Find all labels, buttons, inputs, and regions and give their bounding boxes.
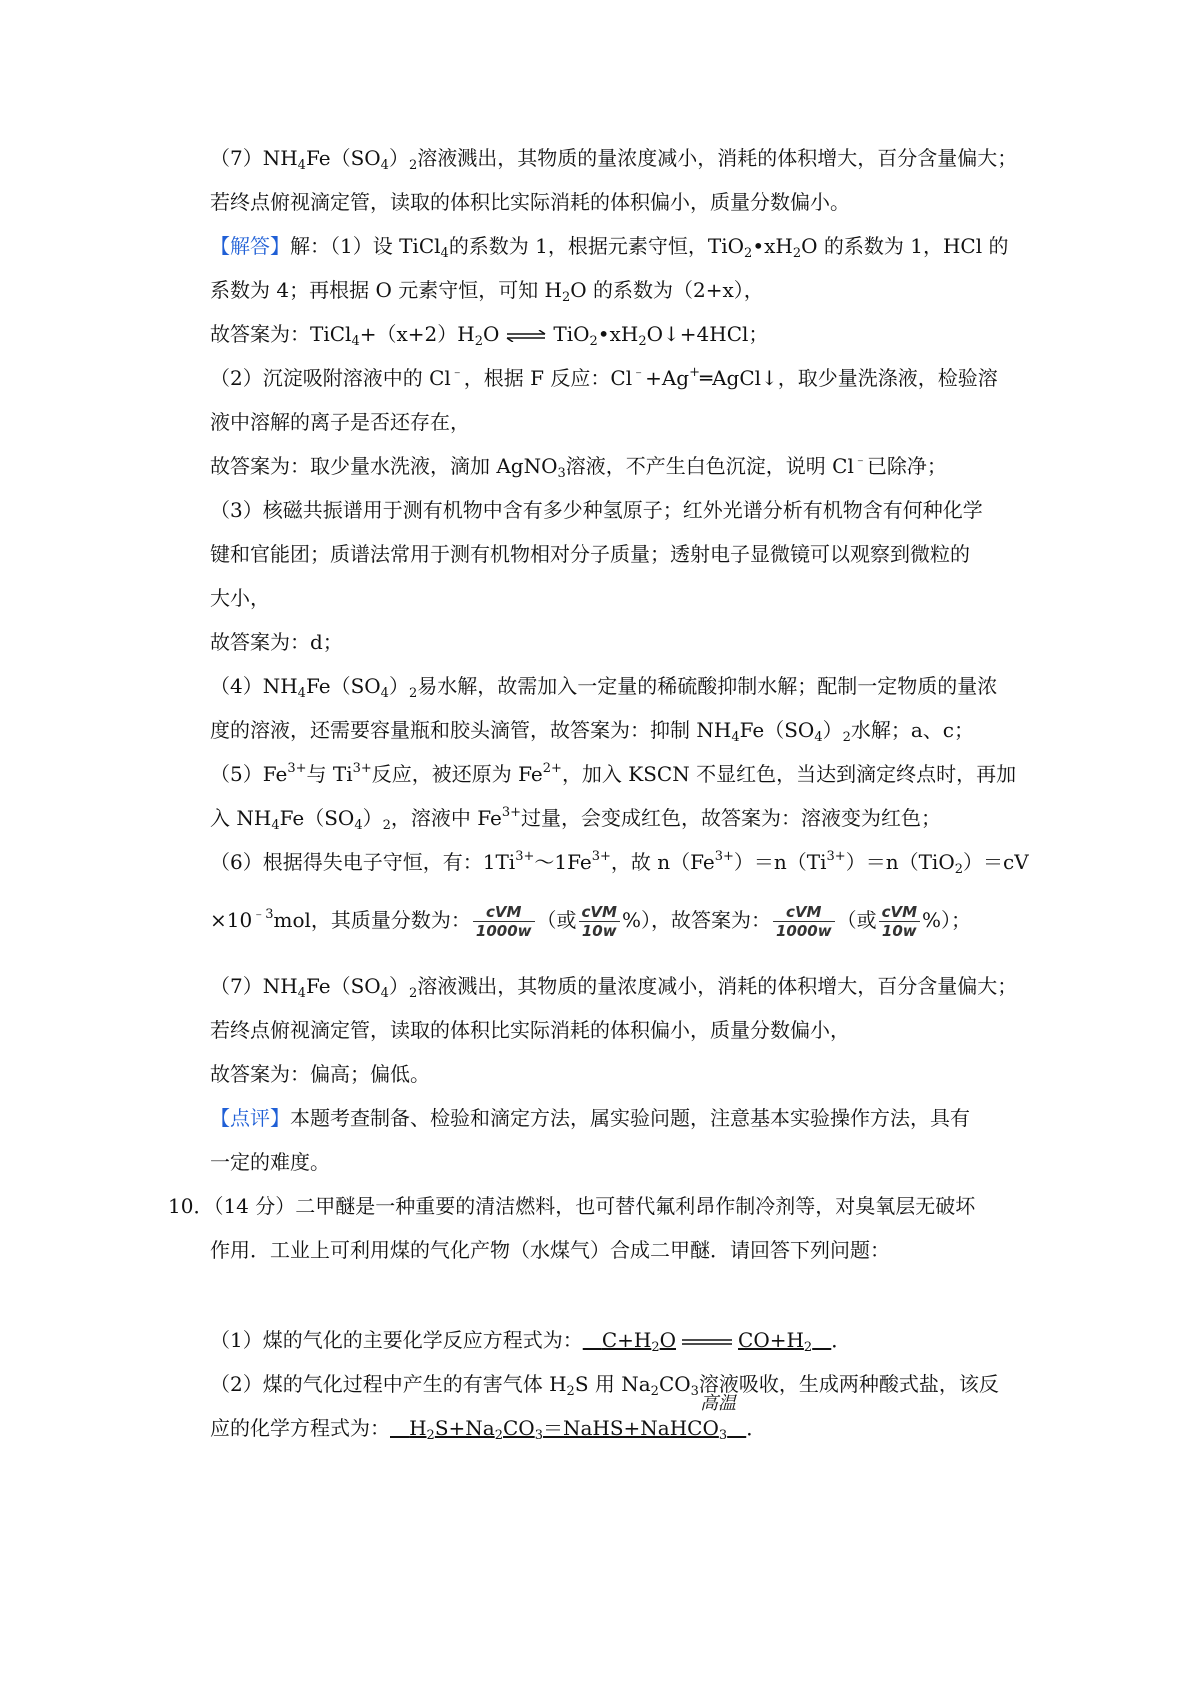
q7-line-1: $(7)NH_4Fe(SO_4)_2$溶液溅出，其物质的量浓度减小，消耗的体积增大，百分含量偏大； bbox=[210, 974, 1018, 1001]
answer-line-2: 系数为 4；再根据 O 元素守恒，可知 $H_2O$ 的系数为（2+x）， bbox=[210, 278, 764, 305]
review-line-1: 【点评】本题考查制备、检验和滴定方法，属实验问题，注意基本实验操作方法，具有 bbox=[210, 1106, 970, 1130]
p7-top-line-2: 若终点俯视滴定管，读取的体积比实际消耗的体积偏小，质量分数偏小。 bbox=[210, 190, 850, 214]
q6-line-1: （6）根据得失电子守恒，有：$1Ti^{3+}\sim 1Fe^{3+}$，故 $n(Fe^{3+})=n(Ti^{3+})=n(TiO_2)=cV$ bbox=[210, 849, 1029, 877]
answer-equation-2: $H_2S+Na_2CO_3=NaHS+NaHCO_3$ bbox=[409, 1416, 728, 1443]
q7-line-2: 若终点俯视滴定管，读取的体积比实际消耗的体积偏小，质量分数偏小， bbox=[210, 1018, 850, 1042]
q2-line-2: 液中溶解的离子是否还存在， bbox=[210, 410, 470, 434]
q2-line-1: （2）沉淀吸附溶液中的 Cl﹣，根据 F 反应：Cl﹣+Ag+═AgCl↓，取少量洗涤液，检验溶 bbox=[210, 365, 998, 390]
q3-line-4: 故答案为：d； bbox=[210, 630, 343, 654]
q6-line-2: $\times 10^{﹣3}mol$，其质量分数为： $\frac{\text{cVM}}{1000w}$ （或 $\frac{\text{cVM}}{10w}$ %），故答案为： $\frac{\text{cVM}}{1000w}$ （或 $\frac{\text{cVM}}{10w}$ %）； bbox=[210, 903, 972, 940]
q3-line-1: （3）核磁共振谱用于测有机物中含有多少种氢原子；红外光谱分析有机物含有何种化学 bbox=[210, 498, 983, 522]
q10-line-1: 10．（14 分）二甲醚是一种重要的清洁燃料，也可替代氟利昂作制冷剂等，对臭氧层无破坏 bbox=[168, 1194, 976, 1218]
q5-line-2: 入 $NH_4Fe(SO_4)_2$，溶液中 $Fe^{3+}$过量，会变成红色，故答案为：溶液变为红色； bbox=[210, 805, 942, 833]
q10-sub2-line-2: 应的化学方程式为： $H_2S+Na_2CO_3=NaHS+NaHCO_3$ ． bbox=[210, 1416, 767, 1443]
q7-line-3: 故答案为：偏高；偏低。 bbox=[210, 1062, 430, 1086]
q4-line-2: 度的溶液，还需要容量瓶和胶头滴管，故答案为：抑制 $NH_4Fe(SO_4)_2$水解；a、c； bbox=[210, 718, 974, 745]
fraction-4: $\frac{\text{cVM}}{10w}$ bbox=[879, 903, 920, 940]
q3-line-2: 键和官能团；质谱法常用于测有机物相对分子质量；透射电子显微镜可以观察到微粒的 bbox=[210, 542, 970, 566]
q10-sub2-line-1: （2）煤的气化过程中产生的有害气体 $H_2S$ 用 $Na_2CO_3$溶液吸收，生成两种酸式盐，该反 bbox=[210, 1372, 999, 1399]
q4-line-1: $(4)NH_4Fe(SO_4)_2$易水解，故需加入一定量的稀硫酸抑制水解；配制一定物质的量浓 bbox=[210, 674, 998, 701]
answer-line-3: 故答案为：$TiCl_4+(x+2)H_2O$ $TiO_2•xH_2O↓+4HCl$； bbox=[210, 322, 769, 349]
reaction-condition-label: 高温 bbox=[700, 1393, 736, 1414]
answer-tag: 【解答】 bbox=[210, 234, 290, 258]
answer-equation-1: $C+H_2O$ $CO+H_2$ bbox=[601, 1328, 813, 1355]
fraction-3: $\frac{\text{cVM}}{1000w}$ bbox=[773, 903, 835, 940]
review-tag: 【点评】 bbox=[210, 1106, 290, 1130]
fraction-2: $\frac{\text{cVM}}{10w}$ bbox=[579, 903, 620, 940]
p7-top-line-1: $(7)NH_4Fe(SO_4)_2$溶液溅出，其物质的量浓度减小，消耗的体积增大，百分含量偏大； bbox=[210, 146, 1018, 173]
review-line-2: 一定的难度。 bbox=[210, 1150, 330, 1174]
equals-sign-icon bbox=[682, 1336, 732, 1348]
equilibrium-arrow-icon bbox=[505, 330, 547, 342]
q10-sub1-line: （1）煤的气化的主要化学反应方程式为： $C+H_2O$ $CO+H_2$ ． bbox=[210, 1328, 852, 1355]
q10-line-2: 作用．工业上可利用煤的气化产物（水煤气）合成二甲醚．请回答下列问题： bbox=[210, 1238, 890, 1262]
q3-line-3: 大小， bbox=[210, 586, 270, 610]
fraction-1: $\frac{\text{cVM}}{1000w}$ bbox=[473, 903, 535, 940]
q2-line-3: 故答案为：取少量水洗液，滴加 AgNO$_3$溶液，不产生白色沉淀，说明 Cl﹣已除净； bbox=[210, 453, 947, 481]
answer-line-1: 【解答】解：（1）设 TiCl$_4$的系数为 1，根据元素守恒，$TiO_2•xH_2O$ 的系数为 1，HCl 的 bbox=[210, 234, 1009, 261]
q5-line-1: $(5)Fe^{3+}$与 $Ti^{3+}$反应，被还原为 $Fe^{2+}$，加入 KSCN 不显红色，当达到滴定终点时，再加 bbox=[210, 761, 1017, 786]
